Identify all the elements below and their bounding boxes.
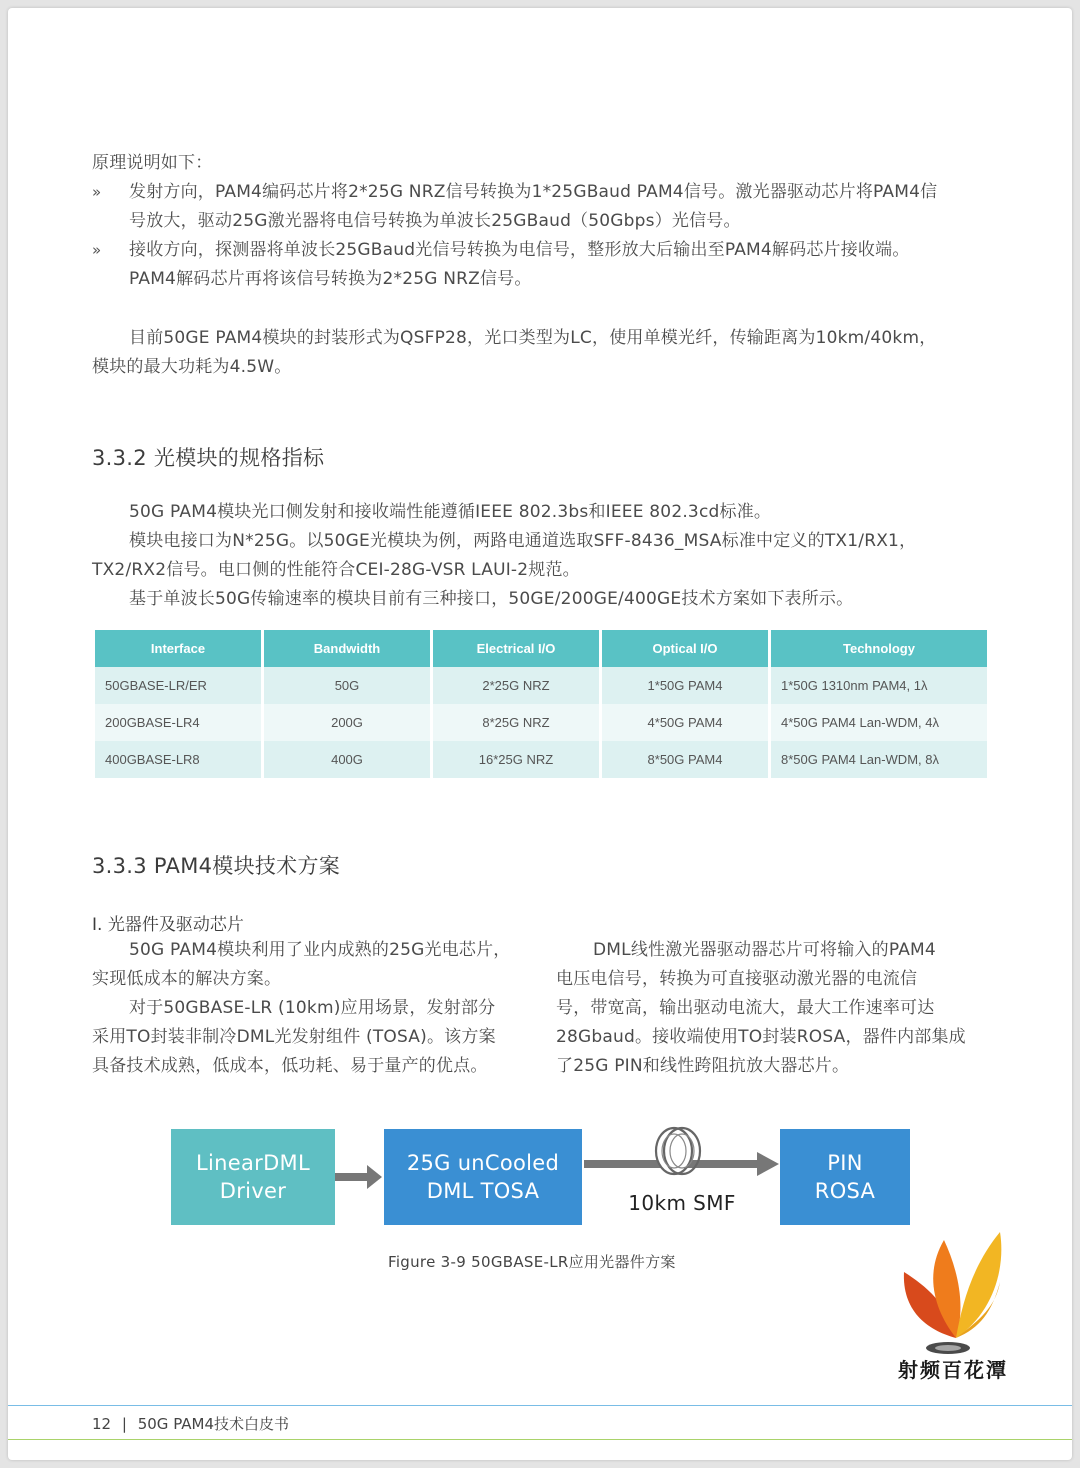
box-label: 25G unCooled [406,1151,560,1175]
bullet-marker: » [92,241,102,259]
right-col-line: DML线性激光器驱动器芯片可将输入的PAM4 [593,940,936,960]
section-332-p3: 基于单波长50G传输速率的模块目前有三种接口，50GE/200GE/400GE技术方案如下表所示。 [129,589,854,609]
box-label: Driver [219,1179,287,1203]
dml-tosa-box [384,1129,582,1225]
pin-rosa-box [780,1129,910,1225]
box-label: PIN [827,1151,863,1175]
fiber-label: 10km SMF [628,1191,736,1215]
figure-caption: Figure 3-9 50GBASE-LR应用光器件方案 [388,1253,676,1271]
table-header: Optical I/O [602,630,768,667]
table-header-row [95,630,987,667]
table-row [95,667,987,704]
right-col-line: 了25G PIN和线性跨阻抗放大器芯片。 [556,1056,850,1076]
section-332-p1: 50G PAM4模块光口侧发射和接收端性能遵循IEEE 802.3bs和IEEE 802.3cd标准。 [129,502,772,522]
box-label: LinearDML [196,1151,310,1175]
box-label: DML TOSA [426,1179,540,1203]
table-cell: 8*50G PAM4 [602,741,768,778]
table-cell: 4*50G PAM4 Lan-WDM, 4λ [771,704,987,741]
table-cell: 16*25G NRZ [433,741,599,778]
table-cell: 1*50G PAM4 [602,667,768,704]
section-332-p2-line2: TX2/RX2信号。电口侧的性能符合CEI-28G-VSR LAUI-2规范。 [92,560,580,580]
footer [92,1413,289,1434]
footer-separator: | [121,1415,127,1433]
table-cell: 400G [264,741,430,778]
flower-logo-icon [896,1220,1016,1360]
table-header: Interface [95,630,261,667]
linear-dml-driver-box [171,1129,335,1225]
footer-title: 50G PAM4技术白皮书 [137,1415,290,1433]
right-col-line: 电压电信号，转换为可直接驱动激光器的电流信 [556,969,918,989]
page [8,8,1072,1460]
arrow-right-icon [335,1164,383,1190]
intro-paragraph-line1: 目前50GE PAM4模块的封装形式为QSFP28，光口类型为LC，使用单模光纤，传输距离为10km/40km， [129,328,937,348]
spec-table [92,630,990,778]
table-row [95,704,987,741]
table-cell: 200GBASE-LR4 [95,704,261,741]
table-cell: 2*25G NRZ [433,667,599,704]
left-col-line: 50G PAM4模块利用了业内成熟的25G光电芯片， [129,940,511,960]
table-cell: 8*50G PAM4 Lan-WDM, 8λ [771,741,987,778]
footer-divider [8,1405,1072,1406]
left-col-line: 对于50GBASE-LR (10km)应用场景，发射部分 [129,998,496,1018]
table-cell: 1*50G 1310nm PAM4, 1λ [771,667,987,704]
left-col-line: 具备技术成熟，低成本，低功耗、易于量产的优点。 [92,1056,488,1076]
table-cell: 50G [264,667,430,704]
table-cell: 200G [264,704,430,741]
page-number: 12 [92,1415,112,1433]
logo-text: 射频百花潭 [898,1358,1008,1382]
right-col-line: 号，带宽高，输出驱动电流大，最大工作速率可达 [556,998,935,1018]
box-label: ROSA [814,1179,876,1203]
table-header: Bandwidth [264,630,430,667]
table-row [95,741,987,778]
bullet-1-line1: 发射方向，PAM4编码芯片将2*25G NRZ信号转换为1*25GBaud PAM4信号。激光器驱动芯片将PAM4信 [129,182,938,202]
bullet-2-line2: PAM4解码芯片再将该信号转换为2*25G NRZ信号。 [129,269,532,289]
table-cell: 400GBASE-LR8 [95,741,261,778]
fiber-link-icon [582,1123,780,1183]
left-col-line: 采用TO封装非制冷DML光发射组件 (TOSA)。该方案 [92,1027,496,1047]
section-332-p2-line1: 模块电接口为N*25G。以50GE光模块为例，两路电通道选取SFF-8436_MSA标准中定义的TX1/RX1， [129,531,917,551]
right-col-line: 28Gbaud。接收端使用TO封装ROSA，器件内部集成 [556,1027,966,1047]
left-col-line: 实现低成本的解决方案。 [92,969,282,989]
table-cell: 8*25G NRZ [433,704,599,741]
section-333-subtitle: I. 光器件及驱动芯片 [92,915,244,935]
intro-lead: 原理说明如下： [92,153,213,173]
bullet-marker: » [92,183,102,201]
footer-bottom-line [8,1439,1072,1440]
section-332-title: 3.3.2 光模块的规格指标 [92,446,325,470]
table-cell: 50GBASE-LR/ER [95,667,261,704]
intro-paragraph-line2: 模块的最大功耗为4.5W。 [92,357,292,377]
section-333-title: 3.3.3 PAM4模块技术方案 [92,854,341,878]
table-header: Electrical I/O [433,630,599,667]
table-cell: 4*50G PAM4 [602,704,768,741]
bullet-2-line1: 接收方向，探测器将单波长25GBaud光信号转换为电信号，整形放大后输出至PAM4解码芯片接收端。 [129,240,910,260]
table-header: Technology [771,630,987,667]
bullet-1-line2: 号放大，驱动25G激光器将电信号转换为单波长25GBaud（50Gbps）光信号。 [129,211,741,231]
